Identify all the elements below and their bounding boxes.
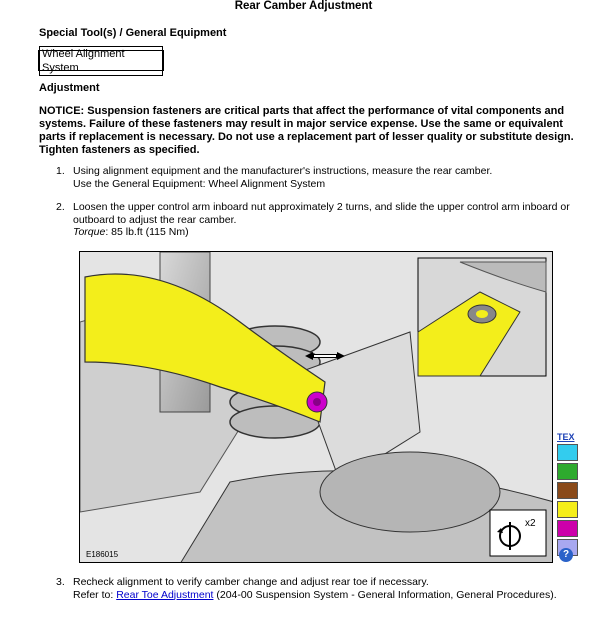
legend-swatch-yellow: [557, 501, 578, 518]
suspension-drawing: [80, 252, 553, 563]
equipment-box: [38, 47, 164, 74]
step-1-line2: Use the General Equipment: Wheel Alignment System: [73, 177, 326, 190]
inset-detail: [418, 258, 546, 376]
step-3-number: 3.: [56, 576, 65, 588]
torque-value: : 85 lb.ft (115 Nm): [105, 226, 189, 238]
suspension-illustration: [79, 251, 553, 563]
help-icon[interactable]: ?: [559, 548, 573, 562]
step-2-number: 2.: [56, 201, 65, 213]
step-3-refer: [73, 589, 588, 602]
step-3-text: [73, 576, 588, 601]
refer-suffix: (204-00 Suspension System - General Information, General Procedures).: [213, 588, 557, 601]
step-1-text: [73, 165, 588, 190]
notice-text: NOTICE: Suspension fasteners are critical parts that affect the performance of vital components and systems. Failure of these fasteners may result in major service expense. Use the same or equivalent parts if replacement is necessary. Do not use a replacement part of lesser quality or substitute design. Tighten fasteners as specified.: [39, 105, 574, 156]
step-2-text: [73, 201, 588, 239]
page-title: Rear Camber Adjustment: [234, 0, 373, 12]
legend-swatch-brown: [557, 482, 578, 499]
refer-prefix: Refer to:: [73, 588, 117, 601]
rotation-icon-box: [490, 510, 546, 556]
torque-label: Torque: [73, 226, 106, 238]
step-2-line1: Loosen the upper control arm inboard nut approximately 2 turns, and slide the upper control arm inboard or outboard to adjust the rear camber.: [73, 201, 570, 226]
adjustment-heading: Adjustment: [39, 82, 100, 94]
multiplier-label: x2: [525, 518, 536, 529]
color-legend: [557, 444, 578, 558]
step-3-line1: Recheck alignment to verify camber change and adjust rear toe if necessary.: [73, 576, 429, 588]
rear-toe-adjustment-link[interactable]: Rear Toe Adjustment: [116, 588, 214, 601]
figure-id: E186015: [86, 550, 119, 559]
special-tools-heading: Special Tool(s) / General Equipment: [39, 27, 227, 39]
step-1-number: 1.: [56, 165, 65, 177]
step-1-line1: Using alignment equipment and the manufacturer's instructions, measure the rear camber.: [73, 165, 493, 177]
step-2-torque: [73, 226, 588, 239]
tex-link[interactable]: TEX: [557, 432, 575, 442]
equipment-item: Wheel Alignment System: [39, 46, 163, 76]
legend-swatch-green: [557, 463, 578, 480]
legend-swatch-cyan: [557, 444, 578, 461]
legend-swatch-magenta: [557, 520, 578, 537]
